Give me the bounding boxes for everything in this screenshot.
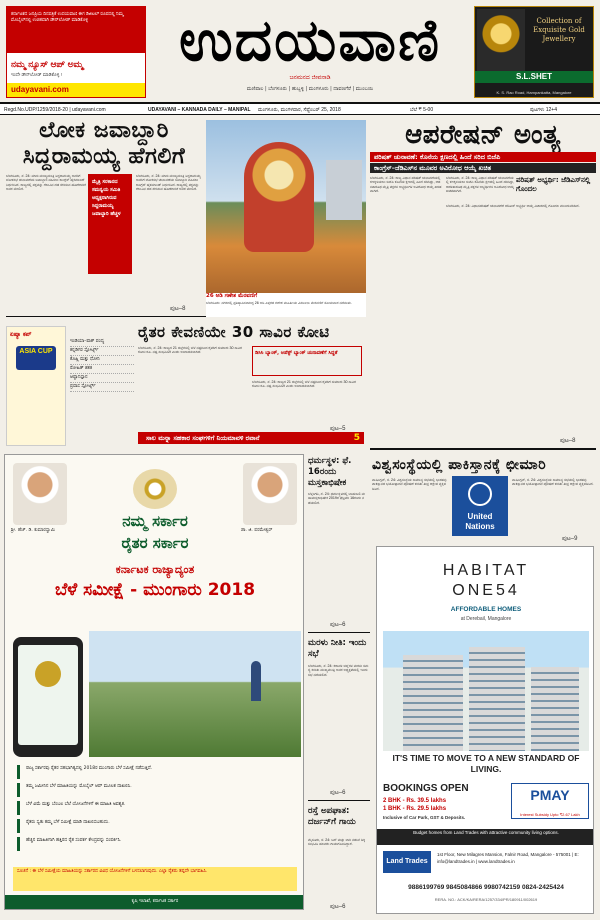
brief2-body: ಬೆಂಗಳೂರು, ಸೆ. 24: ಕರಾವಳಿ ಜಿಲ್ಲೆಗಳ ಮರಳು ಸಮಸ್ಯೆ ಕುರಿತು ಮುಖ್ಯಮಂತ್ರಿ ಅವರ ಅಧ್ಯಕ್ಷತೆಯಲ್ಲಿ ಇಂದು ಸಭೆ ನಡೆಯಲಿದೆ. (308, 664, 369, 677)
slogan-line1: ನಮ್ಮ ಸರ್ಕಾರ (122, 512, 188, 530)
story4-body: ವಾಷಿಂಗ್ಟನ್, ಸೆ. 24: ವಿಶ್ವಸಂಸ್ಥೆಯ ಸಾಮಾನ್ಯ ಸಭೆಯಲ್ಲಿ ಭಾರತವು ಪಾಕಿಸ್ತಾನದ ಭಯೋತ್ಪಾದನೆ ಪೋಷಣೆ ಕುರಿತು ತೀವ್ರ ಆಕ್ಷೇಪ ವ್ಯಕ್ತಪಡಿಸಿದೆ. (372, 478, 447, 491)
ganesha-idol-icon (244, 142, 314, 252)
ad-note: ಸೂಚನೆ : ಈ ಬೆಳೆ ಸಮೀಕ್ಷೆಯ ಮಾಹಿತಿಯನ್ನು ಸರ್ಕಾರದ ವಿವಿಧ ಯೋಜನೆಗಳಿಗೆ ಬಳಸಲಾಗುವುದು. ಎಲ್ಲಾ ರೈತರು ತಪ್ಪದೇ ಭಾಗವಹಿಸಿ. (13, 867, 297, 891)
list-item: ತಮ್ಮ ಜಮೀನಿನ ಬೆಳೆ ಮಾಹಿತಿಯನ್ನು ಮೊಬೈಲ್ ಆಪ್ ಮೂಲಕ ದಾಖಲಿಸಿ. (17, 783, 297, 797)
un-logo (452, 476, 508, 536)
list-item: ಬೆಳೆ ವಿಮೆ ಮತ್ತು ಬೆಂಬಲ ಬೆಲೆ ಯೋಜನೆಗಳಿಗೆ ಈ ಮಾಹಿತಿ ಅವಶ್ಯಕ. (17, 801, 297, 815)
jewellery-brand: S.L.SHET (475, 71, 593, 83)
story1-more[interactable]: ಪುಟ–8 (170, 306, 186, 312)
story2-side-body: ಬೆಂಗಳೂರು, ಸೆ. 24: ವಿಧಾನಪರಿಷತ್ ಚುನಾವಣೆಗೆ ಜೆಡಿಎಸ್ ಅಭ್ಯರ್ಥಿ ಆಯ್ಕೆ ವಿಚಾರದಲ್ಲಿ ಗೊಂದಲ ಮುಂದುವರಿದಿದೆ. (446, 204, 580, 208)
habitat-title: HABITAT (442, 562, 530, 579)
brief2-headline[interactable]: ಮರಳು ನೀತಿ: ಇಂದು ಸಭೆ (308, 638, 367, 659)
story1-headline-line2[interactable]: ಸಿದ್ದರಾಮಯ್ಯ ಹೆಗಲಿಗೆ (22, 144, 186, 169)
contact-phones[interactable]: 9886199769 9845084866 9980742159 0824-2425424 (408, 884, 564, 891)
story1-box: ಮೈತ್ರಿ ಸರಕಾರದ ಸಮನ್ವಯ ಸಮಿತಿ ಅಧ್ಯಕ್ಷರಾಗಿರುವ ಸಿದ್ದರಾಮಯ್ಯ ಜವಾಬ್ದಾರಿ ಹೆಚ್ಚಳ (88, 174, 132, 274)
tagline: ಜನಮನದ ಜೀವನಾಡಿ (289, 74, 331, 81)
photo-text: ಬೆಂಗಳೂರು: ನಗರದಲ್ಲಿ ಪ್ರತಿಷ್ಠಾಪಿಸಲಾಗಿದ್ದ 26 ಅಡಿ ಎತ್ತರದ ಗಣೇಶ ಮೂರ್ತಿಯ ವಿಸರ್ಜನಾ ಮೆರವಣಿಗೆ ಸೋಮವಾರ ನಡೆಯಿತು. (206, 301, 352, 305)
story3-body-col2: ಬೆಂಗಳೂರು, ಸೆ. 24: ರಾಜ್ಯದ 21 ಜಿಲ್ಲೆಗಳಲ್ಲಿ ಬೆಳೆ ನಷ್ಟದಿಂದ ರೈತರಿಗೆ ಸುಮಾರು 30 ಸಾವಿರ ಕೋಟಿ ರೂ. ನಷ್ಟ ಸಂಭವಿಸಿದೆ ಎಂದು ಅಂದಾಜಿಸಲಾಗಿದೆ. (252, 380, 356, 389)
story3-body: ಬೆಂಗಳೂರು, ಸೆ. 24: ರಾಜ್ಯದ 21 ಜಿಲ್ಲೆಗಳಲ್ಲಿ ಬೆಳೆ ನಷ್ಟದಿಂದ ರೈತರಿಗೆ ಸುಮಾರು 30 ಸಾವಿರ ಕೋಟಿ ರೂ. ನಷ್ಟ ಸಂಭವಿಸಿದೆ ಎಂದು ಅಂದಾಜಿಸಲಾಗಿದೆ. (138, 346, 242, 355)
jewellery-ad[interactable] (474, 6, 594, 98)
land-trades-logo: Land Trades (383, 851, 431, 873)
asia-cup-list (70, 338, 134, 392)
apartment-building-icon (383, 631, 589, 751)
list-item[interactable]: ಆಫ್ಘಾನಿಸ್ತಾನ (70, 374, 134, 383)
list-item: ಹೆಚ್ಚಿನ ಮಾಹಿತಿಗಾಗಿ ಹತ್ತಿರದ ರೈತ ಸಂಪರ್ಕ ಕೇಂದ್ರವನ್ನು ಸಂಪರ್ಕಿಸಿ. (17, 837, 297, 851)
dateline-bar (0, 102, 600, 115)
karnataka-emblem-icon (133, 469, 177, 509)
list-item[interactable]: ಕನ್ನಡಿಗರ ಸ್ಪೋರ್ಟ್ಸ್ (70, 347, 134, 356)
app-promo-url[interactable]: udayavani.com (7, 83, 145, 97)
paper-name: UDAYAVANI – KANNADA DAILY – MANIPAL (148, 107, 251, 113)
story2-more[interactable]: ಪುಟ–8 (560, 438, 576, 444)
crop-survey-ad[interactable] (4, 454, 304, 910)
coop-band[interactable] (138, 432, 364, 444)
story4-headline[interactable]: ವಿಶ್ವಸಂಸ್ಥೆಯಲ್ಲಿ ಪಾಕಿಸ್ತಾನಕ್ಕೆ ಛೀಮಾರಿ (372, 457, 547, 473)
app-promo-text: ಕರ್ನಾಟಕದ ಜನಪ್ರಿಯ ದಿನಪತ್ರಿಕೆ ಉದಯವಾಣಿ ಈಗ ಡಿಜಿಟಲ್ ರೂಪದಲ್ಲಿ ನಿಮ್ಮ ಮೊಬೈಲ್‌ನಲ್ಲಿ ಉಚಿತವಾಗಿ ಡೌನ್‌ಲೋಡ್ ಮಾಡಿಕೊಳ್ಳಿ (7, 7, 145, 53)
ganesha-photo (206, 120, 366, 300)
brief1-headline[interactable]: ಧರ್ಮಸ್ಥಳ: ಫೆ. 16ರಂದು ಮಸ್ತಕಾಭಿಷೇಕ (308, 456, 352, 488)
paddy-field-image (89, 631, 301, 757)
habitat-title-2: ONE54 (452, 582, 520, 599)
cm-name: ಶ್ರೀ. ಹೆಚ್. ಡಿ. ಕುಮಾರಸ್ವಾಮಿ (11, 528, 55, 533)
registration: Regd.No.UDP/1259/2018-20 | udayavani.com (4, 107, 106, 113)
un-label: United Nations (465, 512, 495, 531)
photo-caption: 26 ಅಡಿ ಗಣೇಶ ಮೆರವಣಿಗೆ (206, 293, 258, 299)
rera-number: RERA. NO.: ACK/KA/RERA/1257/334/PR/180911/002619 (434, 897, 538, 902)
app-promo-ad[interactable] (6, 6, 146, 98)
edition-date: ಮಂಗಳೂರು, ಮಂಗಳವಾರ, ಸೆಪ್ಟೆಂಬರ್ 25, 2018 (258, 107, 341, 113)
jewellery-ad-text: Collection of Exquisite Gold Jewellery (533, 17, 585, 43)
mobile-app-icon (13, 637, 83, 757)
list-item: ರಾಜ್ಯ ಸರ್ಕಾರವು ರೈತರ ಸಹಭಾಗಿತ್ವದಲ್ಲಿ 2018ರ ಮುಂಗಾರು ಬೆಳೆ ಸಮೀಕ್ಷೆ ನಡೆಸುತ್ತಿದೆ. (17, 765, 297, 779)
ad-footer: ಕೃಷಿ ಇಲಾಖೆ, ಕರ್ನಾಟಕ ಸರ್ಕಾರ (5, 895, 304, 909)
list-item: ರೈತರು ಸ್ವತಃ ತಮ್ಮ ಬೆಳೆ ಸಮೀಕ್ಷೆ ಮಾಡಿ ದಾಖಲಿಸಬಹುದು. (17, 819, 297, 833)
asia-cup-title: ಏಷ್ಯಾ ಕಪ್ (10, 331, 32, 338)
habitat-location: at Derebail, Mangalore (460, 616, 512, 622)
newspaper-logo: ಉದಯವಾಣಿ (178, 6, 442, 74)
story2-band1: ಪರಿಷತ್ ಚುನಾವಣೆ: ಕೊನೆಯ ಕ್ಷಣದಲ್ಲಿ ಹಿಂದೆ ಸರಿದ ಬಿಜೆಪಿ (370, 152, 596, 162)
brief1-more[interactable]: ಪುಟ–6 (330, 622, 346, 628)
coop-band-page: 5 (353, 433, 360, 443)
app-promo-sub: ಇಂದೇ ಡೌನ್‌ಲೋಡ್ ಮಾಡಿಕೊಳ್ಳಿ ! (11, 72, 62, 77)
asia-cup-logo: ASIA CUP (16, 346, 56, 370)
coop-band-text: ಸಾಲ ಮನ್ನಾ ಸಹಕಾರ ಸಂಘಗಳಿಗೆ ನಿಯಮಾವಳಿ ರವಾನೆ (146, 434, 260, 442)
editions-list: ಮಣಿಪಾಲ | ಬೆಂಗಳೂರು | ಹುಬ್ಬಳ್ಳಿ | ಮಂಗಳೂರು | ದಾವಣಗೆರೆ | ಮುಂಬಯಿ (246, 86, 374, 92)
pmay-label: PMAY (530, 787, 570, 803)
story2-side-head[interactable]: ಪರಿಷತ್ ಅಭ್ಯರ್ಥಿ: ಜೆಡಿಎಸ್‌ನಲ್ಲಿ ಗೊಂದಲ (516, 176, 591, 193)
story3-more[interactable]: ಪುಟ–5 (330, 426, 346, 432)
pmay-badge (511, 783, 589, 819)
story1-body: ಬೆಂಗಳೂರು, ಸೆ. 24: ಮಾಜಿ ಮುಖ್ಯಮಂತ್ರಿ ಸಿದ್ದರಾಮಯ್ಯ ಅವರಿಗೆ ಲೋಕಸಭೆ ಚುನಾವಣೆಯ ಜವಾಬ್ದಾರಿ ವಹಿಸಲು ಕಾಂಗ್ರೆಸ್ ಹೈಕಮಾಂಡ್ ನಿರ್ಧರಿಸಿದೆ. ರಾಜ್ಯದಲ್ಲಿ ಪಕ್ಷವನ್ನು ಗೆಲುವಿನ ದಡ ಸೇರಿಸುವ ಹೊಣೆಗಾರಿಕೆ ಅವರ ಮೇಲಿದೆ. (6, 174, 86, 192)
asia-cup-box[interactable] (6, 326, 66, 446)
habitat-subtitle: AFFORDABLE HOMES (450, 606, 522, 613)
list-item[interactable]: ಇಂಡಿಯಾ–ಪಾಕ್ ಪಂದ್ಯ (70, 338, 134, 347)
story1-body-col2: ಬೆಂಗಳೂರು, ಸೆ. 24: ಮಾಜಿ ಮುಖ್ಯಮಂತ್ರಿ ಸಿದ್ದರಾಮಯ್ಯ ಅವರಿಗೆ ಲೋಕಸಭೆ ಚುನಾವಣೆಯ ಜವಾಬ್ದಾರಿ ವಹಿಸಲು ಕಾಂಗ್ರೆಸ್ ಹೈಕಮಾಂಡ್ ನಿರ್ಧರಿಸಿದೆ. ರಾಜ್ಯದಲ್ಲಿ ಪಕ್ಷವನ್ನು ಗೆಲುವಿನ ದಡ ಸೇರಿಸುವ ಹೊಣೆಗಾರಿಕೆ ಅವರ ಮೇಲಿದೆ. (136, 174, 201, 192)
ad-points (17, 765, 297, 855)
app-promo-title: ನಮ್ಮ ನ್ಯೂಸ್ ಆಪ್ ಅಮ್ಮ (11, 59, 84, 69)
story2-band2: ಕಾಂಗ್ರೆಸ್–ಜೆಡಿಎಸ್‌ನ ಮೂವರ ಅವಿರೋಧ ಆಯ್ಕೆ ಖಚಿತ (370, 163, 596, 173)
price-note: Inclusive of Car Park, GST & Deposits. (383, 815, 466, 820)
list-item[interactable]: ರೋಹಿತ್ ಶತಕ (70, 365, 134, 374)
price-2bhk: 2 BHK - Rs. 39.5 lakhs (383, 798, 447, 804)
brief3-more[interactable]: ಪುಟ–6 (330, 904, 346, 910)
builder-address: 1st Floor, New Milagres Mansion, Falnir Road, Mangalore - 575001 | E: info@landtrades.in | www.landtrades.in (437, 852, 579, 864)
bookings-open: BOOKINGS OPEN (383, 783, 469, 794)
story2-headline[interactable]: ಆಪರೇಷನ್ ಅಂತ್ಯ (405, 120, 561, 150)
brief3-headline[interactable]: ರಸ್ತೆ ಅಪಘಾತ: ದರ್ಜನ್‌ಗೆ ಗಾಯ (308, 806, 356, 827)
necklace-icon (477, 9, 525, 71)
habitat-one54-ad[interactable] (376, 546, 594, 914)
slogan-line2: ರೈತರ ಸರ್ಕಾರ (121, 534, 189, 552)
price-1bhk: 1 BHK - Rs. 29.5 lakhs (383, 806, 447, 812)
jewellery-address: K. S. Rao Road, Hampankatta, Mangalore (496, 90, 572, 95)
dcm-name: ಡಾ. ಜಿ. ಪರಮೇಶ್ವರ್ (241, 528, 273, 533)
story4-body-col2: ವಾಷಿಂಗ್ಟನ್, ಸೆ. 24: ವಿಶ್ವಸಂಸ್ಥೆಯ ಸಾಮಾನ್ಯ ಸಭೆಯಲ್ಲಿ ಭಾರತವು ಪಾಕಿಸ್ತಾನದ ಭಯೋತ್ಪಾದನೆ ಪೋಷಣೆ ಕುರಿತು ತೀವ್ರ ಆಕ್ಷೇಪ ವ್ಯಕ್ತಪಡಿಸಿದೆ. (512, 478, 594, 487)
budget-banner: Budget homes from Land Trades with attractive community living options. (377, 829, 594, 845)
story2-body-col2: ಬೆಂಗಳೂರು, ಸೆ. 24: ರಾಜ್ಯ ವಿಧಾನ ಪರಿಷತ್ ಚುನಾವಣೆಯಲ್ಲಿ ಕಣಕ್ಕಿಳಿಯಲು ಬಿಜೆಪಿ ಕೊನೆಯ ಕ್ಷಣದಲ್ಲಿ ಹಿಂದೆ ಸರಿದಿದ್ದು, ಆಡಳಿತಾರೂಢ ಮೈತ್ರಿ ಪಕ್ಷಗಳ ಅಭ್ಯರ್ಥಿಗಳ ಅವಿರೋಧ ಆಯ್ಕೆ ಖಚಿತವಾಗಿದೆ. (446, 176, 515, 194)
ad-title: ಬೆಳೆ ಸಮೀಕ್ಷೆ - ಮುಂಗಾರು 2018 (54, 580, 256, 600)
building-icon (326, 160, 362, 220)
story2-body: ಬೆಂಗಳೂರು, ಸೆ. 24: ರಾಜ್ಯ ವಿಧಾನ ಪರಿಷತ್ ಚುನಾವಣೆಯಲ್ಲಿ ಕಣಕ್ಕಿಳಿಯಲು ಬಿಜೆಪಿ ಕೊನೆಯ ಕ್ಷಣದಲ್ಲಿ ಹಿಂದೆ ಸರಿದಿದ್ದು, ಆಡಳಿತಾರೂಢ ಮೈತ್ರಿ ಪಕ್ಷಗಳ ಅಭ್ಯರ್ಥಿಗಳ ಅವಿರೋಧ ಆಯ್ಕೆ ಖಚಿತವಾಗಿದೆ. (370, 176, 442, 194)
story3-headline[interactable]: ರೈತರ ಕೇವಣಿಯೇ 30 ಸಾವಿರ ಕೋಟಿ (138, 323, 330, 341)
story4-more[interactable]: ಪುಟ–9 (562, 536, 578, 542)
pmay-sub: Interest Subsidy Upto ₹2.67 Lakh (520, 812, 580, 817)
ad-state-label: ಕರ್ನಾಟಕ ರಾಜ್ಯಾದ್ಯಂತ (115, 563, 195, 576)
brief3-body: ಮೈಸೂರು, ಸೆ. 24: ಬಸ್ ಮತ್ತು ಲಾರಿ ನಡುವೆ ಡಿಕ್ಕಿ ಸಂಭವಿಸಿ ಹಲವರು ಗಾಯಗೊಂಡಿದ್ದಾರೆ. (308, 838, 366, 847)
price: ಬೆಲೆ ₹ 5-00 (410, 107, 434, 113)
story3-box: ಡಿಸಿಸಿ ಬ್ಯಾಂಕ್, ಅಪೆಕ್ಸ್ ಬ್ಯಾಂಕ್ ಚುನಾವಣೆಗೆ ಸಿದ್ಧತೆ (252, 346, 362, 376)
page-count: ಪುಟಗಳು 12+4 (530, 107, 557, 113)
story1-headline-line1[interactable]: ಲೋಕ ಜವಾಬ್ದಾರಿ (39, 118, 169, 143)
list-item[interactable]: ಪ್ರವಾಸ ಸ್ಪೋರ್ಟ್ಸ್ (70, 383, 134, 392)
brief2-more[interactable]: ಪುಟ–6 (330, 790, 346, 796)
brief1-body: ಬೆಳ್ತಂಗಡಿ, ಸೆ. 24: ಧರ್ಮಸ್ಥಳದಲ್ಲಿ ಬಾಹುಬಲಿ ಮಹಾಮಸ್ತಕಾಭಿಷೇಕ 2019ರ ಫೆಬ್ರವರಿ 16ರಂದು ನಡೆಯಲಿದೆ. (308, 492, 366, 505)
habitat-tagline: IT'S TIME TO MOVE TO A NEW STANDARD OF LIVING. (392, 753, 580, 774)
globe-icon (468, 482, 492, 506)
list-item[interactable]: ಕೊಹ್ಲಿ ಮತ್ತು ಧೋನಿ (70, 356, 134, 365)
